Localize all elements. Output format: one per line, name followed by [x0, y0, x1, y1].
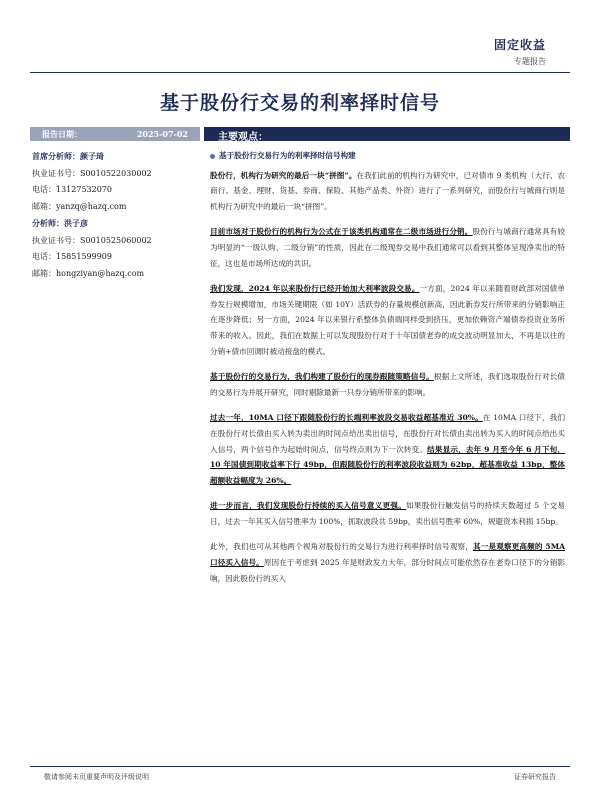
paragraph [210, 224, 565, 271]
analyst-role: 分析师： [32, 218, 64, 228]
analyst-role-line [32, 148, 202, 166]
section-bullet-text: 基于股份行交易行为的利率择时信号构建 [219, 151, 356, 160]
analyst-role: 首席分析师： [32, 151, 80, 161]
analyst-panel [32, 148, 202, 282]
analyst-email: 邮箱：hongziyan@hazq.com [32, 268, 145, 278]
main-content [210, 148, 565, 596]
key-points-bar [204, 127, 570, 141]
paragraph-body: 一方面，2024 年以来随着财政部对国债单券发行规模增加，市场关键期限（如 10Y）活跃券的存量规模创新高，因此新券发行所带来的分销影响正在逐步降低；另一方面，2024 年以来银行系整体负债端同样受到挤压，更加依赖资产端债券投资业务所带来的收入。因此，我们在数据上可以发现股份行对于十年国债老券的成交波动明显加大，不再是以往的分销+债市回调时被动接盘的模式。 [210, 284, 565, 356]
footer-divider [30, 766, 570, 767]
paragraph [210, 369, 565, 400]
paragraph-body: 在 10MA 口径下，我们在股份行对长债由买入转为卖出的时间点给出卖出信号，在股份行对长债由卖出转为买入的时间点给出买入信号，两个信号作为起始时间点，信号终点则为下一次转变。 [210, 413, 565, 454]
analyst-role-line [32, 215, 202, 233]
footer-report-type: 证券研究报告 [514, 773, 556, 781]
footer-disclaimer: 敬请参阅末页重要声明及评级说明 [44, 773, 149, 781]
analyst-email: 邮箱：yanzq@hazq.com [32, 201, 127, 211]
paragraph-lead: 其一是观察更高频的 5MA 口径买入信号。 [210, 542, 566, 568]
paragraph-body: 根据上文所述，我们选取股份行对长债的交易行为并展开研究，同时剔除最新一只券分销所带来的影响。 [210, 372, 566, 397]
report-title: 基于股份行交易的利率择时信号 [159, 92, 440, 114]
paragraph [210, 281, 565, 359]
paragraph-lead: 目前市场对于股份行的机构行为公式在于该类机构通常在二级市场进行分销。 [210, 227, 473, 237]
bullet-dot-icon [210, 154, 215, 159]
paragraph-conclusion: 结果显示，去年 9 月至今年 6 月下旬，10 年国债到期收益率下行 49bp，但跟随股份行的利率波段收益则为 62bp，超基准收益 13bp，整体超额收益幅度为 26%。 [210, 444, 566, 485]
paragraph-intro: 此外，我们也可从其他两个视角对股份行的交易行为进行利率择时信号观察， [210, 542, 474, 552]
report-date-label: 报告日期： [42, 129, 82, 139]
analyst-phone: 电话：15851599909 [32, 252, 112, 261]
key-points-heading: 主要观点： [218, 132, 268, 143]
paragraph [210, 168, 565, 215]
analyst-name: 洪子彦 [64, 218, 88, 228]
report-category: 固定收益 [493, 38, 546, 52]
paragraph-lead: 基于股份行的交易行为，我们构建了股份行的现券跟随策略信号。 [210, 372, 434, 382]
paragraph [210, 410, 565, 488]
paragraph-lead: 股份行，机构行为研究的最后一块“拼图”。 [210, 170, 357, 180]
analyst-license: 执业证书号：S0010525060002 [32, 235, 152, 245]
analyst-name: 颜子琦 [80, 151, 104, 161]
paragraph-body: 如果股份行触发信号的持续天数超过 5 个交易日，过去一年其买入信号胜率为 100%，抓取波段共 59bp，卖出信号胜率 60%，规避资本利损 15bp。 [210, 501, 565, 526]
paragraph-lead: 我们发现，2024 年以来股份行已经开始加大利率波段交易。 [210, 284, 420, 294]
report-type: 专题报告 [514, 57, 546, 66]
analyst-phone: 电话：13127532070 [32, 185, 112, 194]
paragraph [210, 498, 565, 529]
paragraph-body: 股份行与城商行通常具有较为明显的“一级认购、二级分销”的性质，因此在二级现券交易中我们通常可以看到其整体呈现净卖出的特征，这也是市场所达成的共识。 [210, 227, 565, 268]
analyst-license: 执业证书号：S0010522030002 [32, 168, 152, 178]
paragraph [210, 539, 565, 586]
report-date-value: 2025-07-02 [136, 129, 188, 139]
header-divider [30, 72, 570, 73]
paragraph-body: 在我们此前的机构行为研究中，已对债市 9 类机构（大行、农商行、基金、理财、货基、券商、保险、其他产品类、外资）进行了一系列研究，而股份行与城商行则是机构行为研究中的最后一块“拼图”。 [210, 170, 566, 211]
section-bullet [210, 148, 565, 164]
report-date-bar [30, 127, 200, 141]
paragraph-lead: 过去一年，10MA 口径下跟随股份行的长端利率波段交易收益超基准近 30%。 [210, 413, 483, 423]
paragraph-body: 原因在于考虑到 2025 年是财政发力大年，部分时间点可能依然存在老券口径下的分销影响，因此股份行的买入 [210, 558, 565, 583]
paragraph-lead: 进一步而言，我们发现股份行持续的买入信号意义更强。 [210, 501, 407, 511]
